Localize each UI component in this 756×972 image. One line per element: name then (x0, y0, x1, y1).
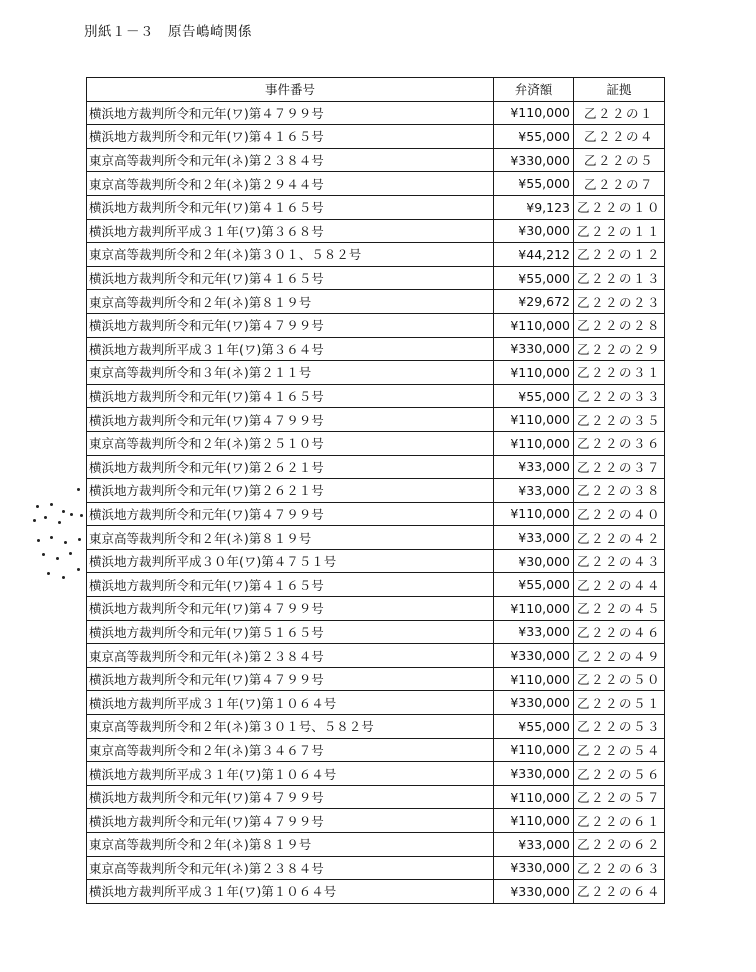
table-row (87, 880, 665, 904)
evidence-cell: 乙２２の３１ (574, 361, 665, 385)
evidence-cell: 乙２２の６２ (574, 833, 665, 857)
evidence-cell: 乙２２の６３ (574, 856, 665, 880)
evidence-cell: 乙２２の２８ (574, 313, 665, 337)
table-row (87, 266, 665, 290)
payment-amount-cell: ¥110,000 (494, 738, 574, 762)
case-number-cell: 東京高等裁判所令和２年(ネ)第８１９号 (87, 290, 494, 314)
case-number-cell: 横浜地方裁判所令和元年(ワ)第４１６５号 (87, 125, 494, 149)
header-evidence: 証拠 (574, 78, 665, 102)
payment-amount-cell: ¥110,000 (494, 101, 574, 125)
table-row (87, 361, 665, 385)
payment-amount-cell: ¥330,000 (494, 337, 574, 361)
evidence-cell: 乙２２の４３ (574, 549, 665, 573)
header-case-number: 事件番号 (87, 78, 494, 102)
table-row (87, 691, 665, 715)
case-number-cell: 横浜地方裁判所令和元年(ワ)第４７９９号 (87, 809, 494, 833)
payment-amount-cell: ¥33,000 (494, 833, 574, 857)
evidence-cell: 乙２２の５０ (574, 667, 665, 691)
case-number-cell: 横浜地方裁判所令和元年(ワ)第４７９９号 (87, 101, 494, 125)
table-row (87, 125, 665, 149)
case-number-cell: 東京高等裁判所令和３年(ネ)第２１１号 (87, 361, 494, 385)
payment-amount-cell: ¥110,000 (494, 408, 574, 432)
payment-amount-cell: ¥110,000 (494, 785, 574, 809)
payment-table (86, 77, 665, 904)
table-row (87, 715, 665, 739)
evidence-cell: 乙２２の３３ (574, 384, 665, 408)
payment-amount-cell: ¥33,000 (494, 455, 574, 479)
evidence-cell: 乙２２の５ (574, 148, 665, 172)
case-number-cell: 横浜地方裁判所令和元年(ワ)第２６２１号 (87, 479, 494, 503)
payment-amount-cell: ¥330,000 (494, 148, 574, 172)
evidence-cell: 乙２２の１０ (574, 195, 665, 219)
case-number-cell: 横浜地方裁判所令和元年(ワ)第５１６５号 (87, 620, 494, 644)
table-row (87, 195, 665, 219)
table-row (87, 667, 665, 691)
evidence-cell: 乙２２の３６ (574, 431, 665, 455)
table-row (87, 644, 665, 668)
payment-amount-cell: ¥44,212 (494, 243, 574, 267)
case-number-cell: 横浜地方裁判所令和元年(ワ)第４７９９号 (87, 408, 494, 432)
evidence-cell: 乙２２の４２ (574, 526, 665, 550)
evidence-cell: 乙２２の５７ (574, 785, 665, 809)
payment-amount-cell: ¥30,000 (494, 549, 574, 573)
case-number-cell: 東京高等裁判所令和元年(ネ)第２３８４号 (87, 644, 494, 668)
evidence-cell: 乙２２の６１ (574, 809, 665, 833)
case-number-cell: 東京高等裁判所令和２年(ネ)第３４６７号 (87, 738, 494, 762)
evidence-cell: 乙２２の４９ (574, 644, 665, 668)
evidence-cell: 乙２２の４６ (574, 620, 665, 644)
payment-amount-cell: ¥55,000 (494, 172, 574, 196)
evidence-cell: 乙２２の４４ (574, 573, 665, 597)
document-title: 別紙１－３ 原告嶋崎関係 (84, 24, 252, 40)
payment-amount-cell: ¥55,000 (494, 125, 574, 149)
payment-amount-cell: ¥9,123 (494, 195, 574, 219)
evidence-cell: 乙２２の１３ (574, 266, 665, 290)
payment-amount-cell: ¥110,000 (494, 597, 574, 621)
case-number-cell: 横浜地方裁判所令和元年(ワ)第４７９９号 (87, 597, 494, 621)
evidence-cell: 乙２２の４ (574, 125, 665, 149)
table-row (87, 148, 665, 172)
table-row (87, 833, 665, 857)
table-row (87, 785, 665, 809)
payment-amount-cell: ¥110,000 (494, 809, 574, 833)
case-number-cell: 横浜地方裁判所令和元年(ワ)第４７９９号 (87, 667, 494, 691)
table-row (87, 738, 665, 762)
table-row (87, 243, 665, 267)
evidence-cell: 乙２２の５６ (574, 762, 665, 786)
payment-amount-cell: ¥30,000 (494, 219, 574, 243)
payment-amount-cell: ¥110,000 (494, 431, 574, 455)
case-number-cell: 横浜地方裁判所令和元年(ワ)第４１６５号 (87, 266, 494, 290)
payment-amount-cell: ¥55,000 (494, 266, 574, 290)
payment-amount-cell: ¥29,672 (494, 290, 574, 314)
table-row (87, 455, 665, 479)
case-number-cell: 東京高等裁判所令和２年(ネ)第２５１０号 (87, 431, 494, 455)
table-row (87, 620, 665, 644)
payment-amount-cell: ¥110,000 (494, 502, 574, 526)
evidence-cell: 乙２２の４０ (574, 502, 665, 526)
case-number-cell: 東京高等裁判所令和２年(ネ)第８１９号 (87, 833, 494, 857)
case-number-cell: 東京高等裁判所令和２年(ネ)第３０１、５８２号 (87, 243, 494, 267)
case-number-cell: 横浜地方裁判所平成３１年(ワ)第１０６４号 (87, 762, 494, 786)
payment-amount-cell: ¥55,000 (494, 715, 574, 739)
payment-amount-cell: ¥330,000 (494, 856, 574, 880)
payment-amount-cell: ¥55,000 (494, 384, 574, 408)
payment-amount-cell: ¥110,000 (494, 667, 574, 691)
evidence-cell: 乙２２の５１ (574, 691, 665, 715)
payment-amount-cell: ¥330,000 (494, 762, 574, 786)
case-number-cell: 東京高等裁判所令和２年(ネ)第３０１号、５８２号 (87, 715, 494, 739)
table-row (87, 762, 665, 786)
payment-amount-cell: ¥33,000 (494, 479, 574, 503)
payment-amount-cell: ¥110,000 (494, 361, 574, 385)
header-payment-amount: 弁済額 (494, 78, 574, 102)
case-number-cell: 東京高等裁判所令和２年(ネ)第８１９号 (87, 526, 494, 550)
case-number-cell: 横浜地方裁判所平成３０年(ワ)第４７５１号 (87, 549, 494, 573)
evidence-cell: 乙２２の１２ (574, 243, 665, 267)
case-number-cell: 横浜地方裁判所平成３１年(ワ)第１０６４号 (87, 691, 494, 715)
case-number-cell: 東京高等裁判所令和元年(ネ)第２３８４号 (87, 856, 494, 880)
table-row (87, 856, 665, 880)
table-body (87, 101, 665, 903)
payment-amount-cell: ¥55,000 (494, 573, 574, 597)
payment-amount-cell: ¥330,000 (494, 644, 574, 668)
table-row (87, 526, 665, 550)
payment-amount-cell: ¥33,000 (494, 620, 574, 644)
table-row (87, 219, 665, 243)
table-row (87, 408, 665, 432)
table-row (87, 384, 665, 408)
evidence-cell: 乙２２の３８ (574, 479, 665, 503)
table-row (87, 290, 665, 314)
case-number-cell: 横浜地方裁判所令和元年(ワ)第２６２１号 (87, 455, 494, 479)
table-row (87, 431, 665, 455)
case-number-cell: 横浜地方裁判所令和元年(ワ)第４１６５号 (87, 384, 494, 408)
table-row (87, 337, 665, 361)
case-number-cell: 横浜地方裁判所令和元年(ワ)第４１６５号 (87, 195, 494, 219)
table-row (87, 101, 665, 125)
evidence-cell: 乙２２の２９ (574, 337, 665, 361)
payment-amount-cell: ¥33,000 (494, 526, 574, 550)
payment-amount-cell: ¥330,000 (494, 691, 574, 715)
case-number-cell: 横浜地方裁判所令和元年(ワ)第４７９９号 (87, 313, 494, 337)
table-row (87, 172, 665, 196)
case-number-cell: 横浜地方裁判所平成３１年(ワ)第１０６４号 (87, 880, 494, 904)
payment-amount-cell: ¥330,000 (494, 880, 574, 904)
evidence-cell: 乙２２の７ (574, 172, 665, 196)
case-number-cell: 東京高等裁判所令和２年(ネ)第２９４４号 (87, 172, 494, 196)
evidence-cell: 乙２２の２３ (574, 290, 665, 314)
case-number-cell: 東京高等裁判所令和元年(ネ)第２３８４号 (87, 148, 494, 172)
table-row (87, 549, 665, 573)
evidence-cell: 乙２２の３７ (574, 455, 665, 479)
evidence-cell: 乙２２の５３ (574, 715, 665, 739)
table-header-row (87, 78, 665, 102)
table-row (87, 479, 665, 503)
case-number-cell: 横浜地方裁判所令和元年(ワ)第４１６５号 (87, 573, 494, 597)
table-row (87, 809, 665, 833)
table-row (87, 573, 665, 597)
table-row (87, 313, 665, 337)
evidence-cell: 乙２２の１ (574, 101, 665, 125)
case-number-cell: 横浜地方裁判所平成３１年(ワ)第３６４号 (87, 337, 494, 361)
table-row (87, 502, 665, 526)
table-row (87, 597, 665, 621)
case-number-cell: 横浜地方裁判所令和元年(ワ)第４７９９号 (87, 785, 494, 809)
case-number-cell: 横浜地方裁判所平成３１年(ワ)第３６８号 (87, 219, 494, 243)
case-number-cell: 横浜地方裁判所令和元年(ワ)第４７９９号 (87, 502, 494, 526)
evidence-cell: 乙２２の６４ (574, 880, 665, 904)
evidence-cell: 乙２２の１１ (574, 219, 665, 243)
evidence-cell: 乙２２の３５ (574, 408, 665, 432)
evidence-cell: 乙２２の５４ (574, 738, 665, 762)
payment-amount-cell: ¥110,000 (494, 313, 574, 337)
evidence-cell: 乙２２の４５ (574, 597, 665, 621)
